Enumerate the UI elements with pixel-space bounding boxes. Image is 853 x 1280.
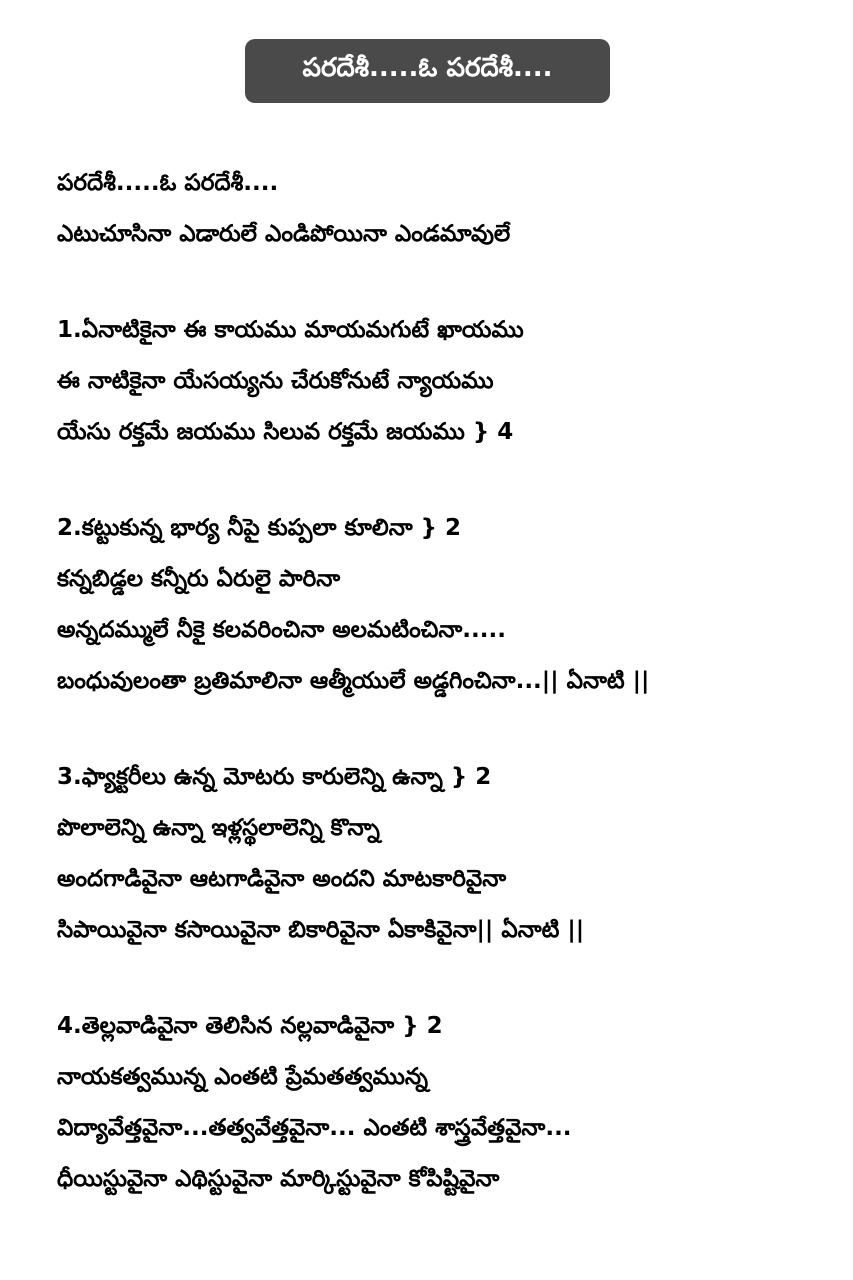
lyric-line: అన్నదమ్ములే నీకై కలవరించినా అలమటించినా.....	[57, 617, 506, 643]
lyric-line: విద్యావేత్తవైనా...తత్వవేత్తవైనా... ఎంతటి శాస్త్రవేత్తవైనా...	[57, 1115, 572, 1141]
lyric-line: బంధువులంతా బ్రతిమాలినా ఆత్మీయులే అడ్డగించినా...|| ఏనాటి ||	[57, 668, 650, 694]
lyric-line: పొలాలెన్ని ఉన్నా ఇళ్లస్థలాలెన్ని కొన్నా	[57, 815, 380, 841]
lyric-line: 4.తెల్లవాడివైనా తెలిసిన నల్లవాడివైనా } 2	[57, 1013, 443, 1039]
stanza-3	[57, 752, 847, 956]
lyric-line: అందగాడివైనా ఆటగాడివైనా అందని మాటకారివైనా	[57, 866, 507, 892]
stanza-2	[57, 503, 847, 707]
stanza-refrain	[57, 158, 847, 260]
lyric-line: 3.ఫ్యాక్టరీలు ఉన్న మోటరు కారులెన్ని ఉన్నా } 2	[57, 764, 492, 790]
lyrics-body	[57, 158, 847, 1250]
lyric-line: ధీయిస్టువైనా ఎథిస్టువైనా మార్కిస్టువైనా కోపిష్టివైనా	[57, 1166, 500, 1192]
lyric-line: కన్నబిడ్డల కన్నీరు ఏరులై పారినా	[57, 566, 341, 592]
lyric-line: ఎటుచూసినా ఎడారులే ఎండిపోయినా ఎండమావులే	[57, 221, 511, 247]
lyric-line: పరదేశీ.....ఓ పరదేశీ....	[57, 170, 279, 196]
stanza-4	[57, 1001, 847, 1205]
lyric-line: ఈ నాటికైనా యేసయ్యను చేరుకోనుటే న్యాయము	[57, 368, 494, 394]
lyric-line: నాయకత్వమున్న ఎంతటి ప్రేమతత్వమున్న	[57, 1064, 428, 1090]
lyric-line: యేసు రక్తమే జయము సిలువ రక్తమే జయము } 4	[57, 419, 514, 445]
song-title: పరదేశీ.....ఓ పరదేశీ....	[302, 53, 553, 83]
lyric-line: 2.కట్టుకున్న భార్య నీపై కుప్పలా కూలినా } 2	[57, 515, 462, 541]
lyric-line: 1.ఏనాటికైనా ఈ కాయము మాయమగుటే ఖాయము	[57, 317, 524, 343]
title-banner	[245, 39, 610, 103]
stanza-1	[57, 305, 847, 458]
lyric-line: సిపాయివైనా కసాయివైనా బికారివైనా ఏకాకివైనా|| ఏనాటి ||	[57, 917, 585, 943]
